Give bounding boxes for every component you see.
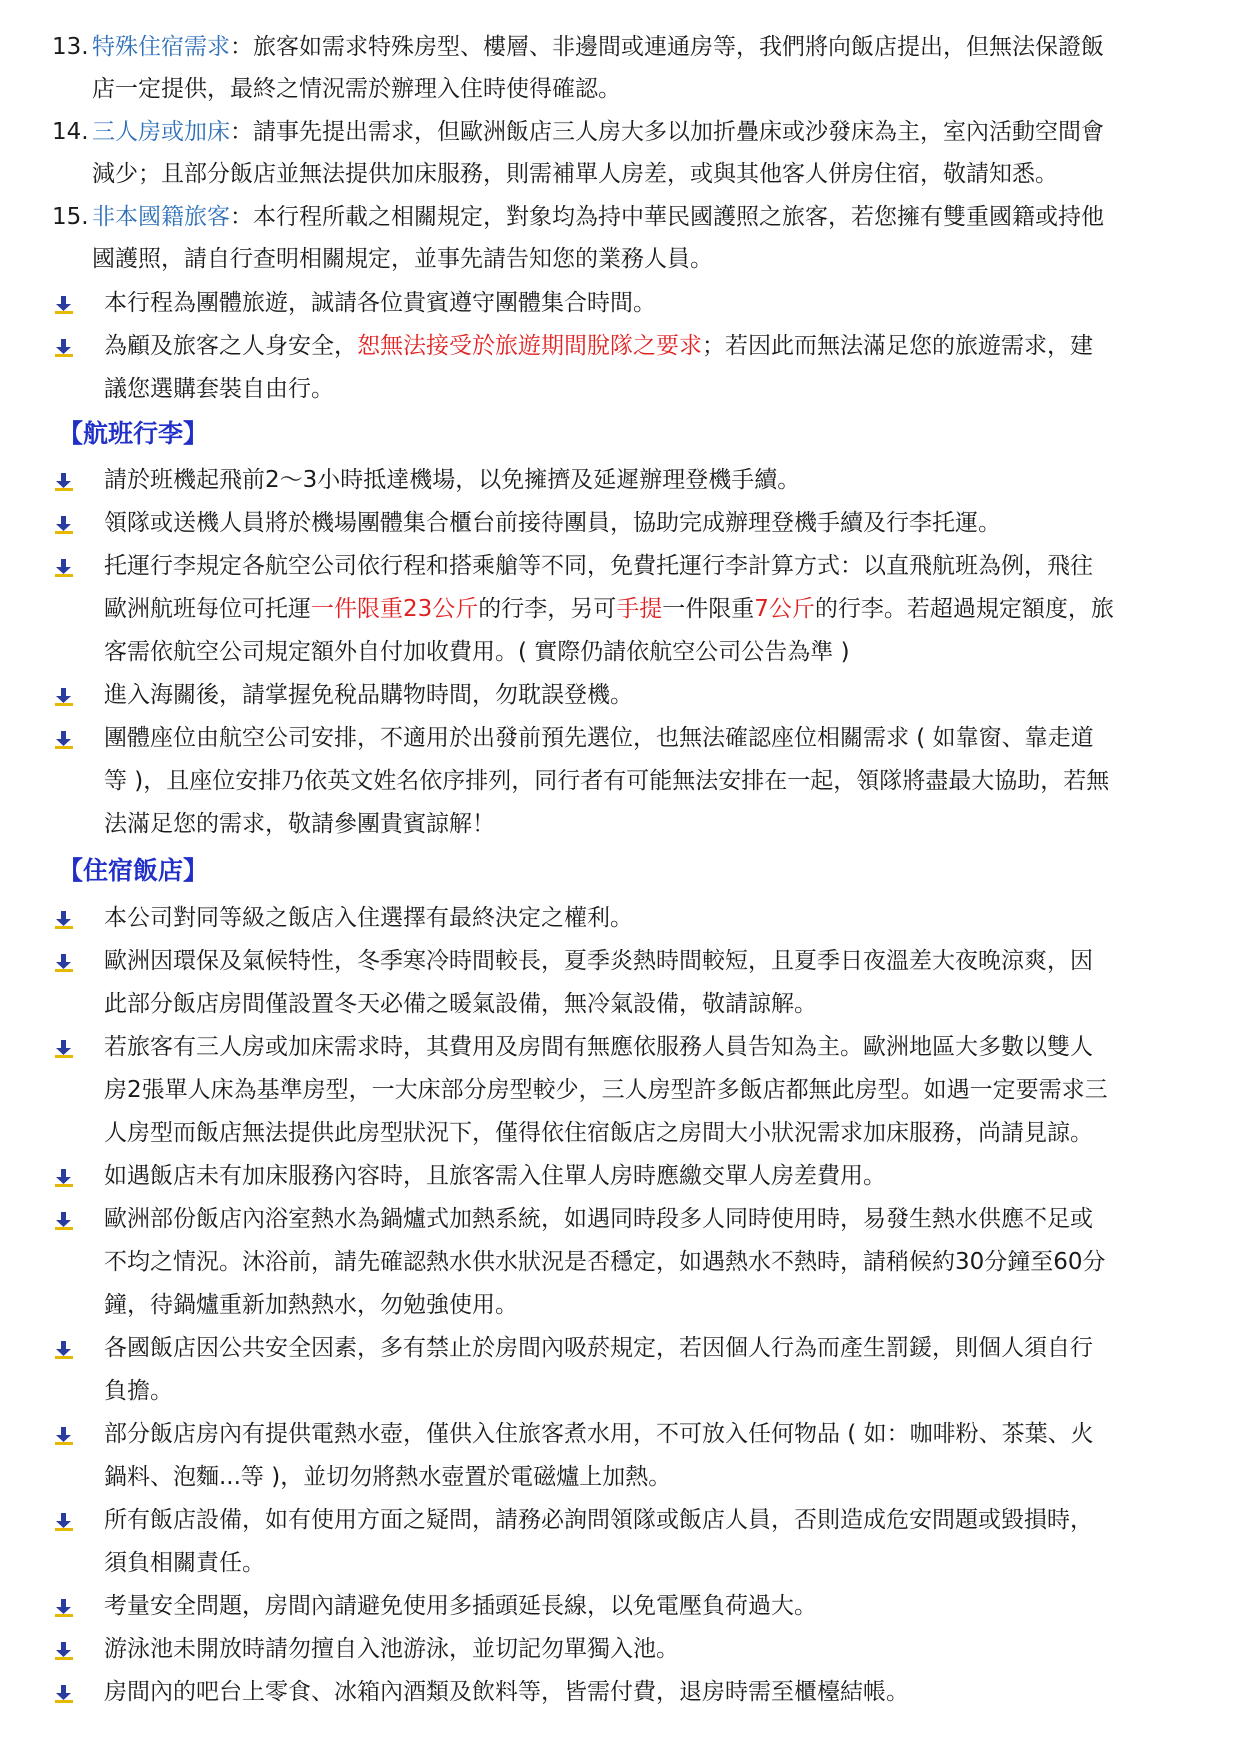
group-bullet-1: 本行程為團體旅遊，誠請各位貴賓遵守團體集合時間。 [104,290,656,316]
hotel-bullet-2-line2: 此部分飯店房間僅設置冬天必備之暖氣設備，無冷氣設備，敬請諒解。 [104,991,817,1017]
numbered-item-14-line2: 減少；且部分飯店並無法提供加床服務，則需補單人房差，或與其他客人併房住宿，敬請知悉。 [92,161,1058,187]
hotel-bullet-8-line1: 所有飯店設備，如有使用方面之疑問，請務必詢問領隊或飯店人員，否則造成危安問題或毀損時， [104,1507,1093,1533]
warning-text: 恕無法接受於旅遊期間脫隊之要求 [357,333,702,359]
flight-bullet-3-line3: 客需依航空公司規定額外自付加收費用。( 實際仍請依航空公司公告為準 ) [104,639,850,665]
hotel-bullet-10: 游泳池未開放時請勿擅自入池游泳，並切記勿單獨入池。 [104,1636,679,1662]
group-bullet-2-line2: 議您選購套裝自由行。 [104,376,334,402]
item-text: ：本行程所載之相關規定，對象均為持中華民國護照之旅客，若您擁有雙重國籍或持他 [230,204,1104,230]
flight-section-heading: 【航班行李】 [58,419,209,448]
numbered-item-15-line1 [92,202,1104,232]
numbered-item-13-line1 [92,32,1104,62]
hotel-bullet-5-line2: 不均之情況。沐浴前，請先確認熱水供水狀況是否穩定，如遇熱水不熱時，請稍候約30分鐘至60分 [104,1249,1106,1275]
flight-bullet-5-line3: 法滿足您的需求，敬請參團貴賓諒解！ [104,811,495,837]
hotel-bullet-3-line2: 房2張單人床為基準房型，一大床部分房型較少，三人房型許多飯店都無此房型。如遇一定要需求三 [104,1077,1108,1103]
arrow-down-bullet-icon [54,1211,74,1231]
arrow-down-bullet-icon [54,1168,74,1188]
flight-bullet-5-line2: 等 )，且座位安排乃依英文姓名依序排列，同行者有可能無法安排在一起，領隊將盡最大協助，若無 [104,768,1110,794]
item-number: 13. [52,34,89,60]
flight-bullet-5-line1: 團體座位由航空公司安排，不適用於出發前預先選位，也無法確認座位相關需求 ( 如靠窗、靠走道 [104,725,1094,751]
item-title: 三人房或加床 [92,119,230,145]
item-text: ：旅客如需求特殊房型、樓層、非邊間或連通房等，我們將向飯店提出，但無法保證飯 [230,34,1104,60]
flight-bullet-1: 請於班機起飛前2～3小時抵達機場，以免擁擠及延遲辦理登機手續。 [104,467,801,493]
arrow-down-bullet-icon [54,1039,74,1059]
arrow-down-bullet-icon [54,472,74,492]
warning-text: 手提 [616,596,663,622]
arrow-down-bullet-icon [54,1340,74,1360]
text-segment: 的行李。若超過規定額度，旅 [814,596,1114,622]
item-title: 非本國籍旅客 [92,204,230,230]
group-bullet-2-line1 [104,331,1093,361]
hotel-bullet-6-line2: 負擔。 [104,1378,173,1404]
flight-bullet-3-line2 [104,594,1114,624]
item-number: 15. [52,204,89,230]
hotel-bullet-4: 如遇飯店未有加床服務內容時，且旅客需入住單人房時應繳交單人房差費用。 [104,1163,886,1189]
arrow-down-bullet-icon [54,1684,74,1704]
text-segment: 一件限重 [662,596,755,622]
arrow-down-bullet-icon [54,910,74,930]
warning-text: 7公斤 [754,596,815,622]
numbered-item-15-line2: 國護照，請自行查明相關規定，並事先請告知您的業務人員。 [92,246,713,272]
arrow-down-bullet-icon [54,1426,74,1446]
arrow-down-bullet-icon [54,515,74,535]
hotel-bullet-8-line2: 須負相關責任。 [104,1550,265,1576]
item-number: 14. [52,119,89,145]
arrow-down-bullet-icon [54,1641,74,1661]
numbered-item-14-line1 [92,117,1104,147]
hotel-bullet-3-line3: 人房型而飯店無法提供此房型狀況下，僅得依住宿飯店之房間大小狀況需求加床服務，尚請見諒。 [104,1120,1093,1146]
hotel-bullet-9: 考量安全問題，房間內請避免使用多插頭延長線，以免電壓負荷過大。 [104,1593,817,1619]
hotel-bullet-1: 本公司對同等級之飯店入住選擇有最終決定之權利。 [104,905,633,931]
hotel-bullet-5-line3: 鐘，待鍋爐重新加熱熱水，勿勉強使用。 [104,1292,518,1318]
hotel-bullet-5-line1: 歐洲部份飯店內浴室熱水為鍋爐式加熱系統，如遇同時段多人同時使用時，易發生熱水供應不足或 [104,1206,1093,1232]
text-segment: ；若因此而無法滿足您的旅遊需求，建 [702,333,1093,359]
arrow-down-bullet-icon [54,1512,74,1532]
hotel-bullet-3-line1: 若旅客有三人房或加床需求時，其費用及房間有無應依服務人員告知為主。歐洲地區大多數以雙人 [104,1034,1093,1060]
arrow-down-bullet-icon [54,558,74,578]
item-title: 特殊住宿需求 [92,34,230,60]
arrow-down-bullet-icon [54,295,74,315]
text-segment: 歐洲航班每位可托運 [104,596,311,622]
flight-bullet-2: 領隊或送機人員將於機場團體集合櫃台前接待團員，協助完成辦理登機手續及行李托運。 [104,510,1001,536]
hotel-section-heading: 【住宿飯店】 [58,856,209,885]
flight-bullet-3-line1: 托運行李規定各航空公司依行程和搭乘艙等不同，免費托運行李計算方式：以直飛航班為例，飛往 [104,553,1093,579]
hotel-bullet-11: 房間內的吧台上零食、冰箱內酒類及飲料等，皆需付費，退房時需至櫃檯結帳。 [104,1679,909,1705]
warning-text: 一件限重23公斤 [311,596,479,622]
hotel-bullet-7-line1: 部分飯店房內有提供電熱水壺，僅供入住旅客煮水用，不可放入任何物品 ( 如：咖啡粉、茶葉、火 [104,1421,1094,1447]
flight-bullet-4: 進入海關後，請掌握免稅品購物時間，勿耽誤登機。 [104,682,633,708]
text-segment: 為顧及旅客之人身安全， [104,333,357,359]
arrow-down-bullet-icon [54,338,74,358]
arrow-down-bullet-icon [54,1598,74,1618]
item-text: ：請事先提出需求，但歐洲飯店三人房大多以加折疊床或沙發床為主，室內活動空間會 [230,119,1104,145]
text-segment: 的行李，另可 [478,596,617,622]
arrow-down-bullet-icon [54,953,74,973]
arrow-down-bullet-icon [54,687,74,707]
arrow-down-bullet-icon [54,730,74,750]
numbered-item-13-line2: 店一定提供，最終之情況需於辦理入住時使得確認。 [92,76,621,102]
hotel-bullet-7-line2: 鍋料、泡麵...等 )，並切勿將熱水壺置於電磁爐上加熱。 [104,1464,672,1490]
hotel-bullet-2-line1: 歐洲因環保及氣候特性，冬季寒冷時間較長，夏季炎熱時間較短，且夏季日夜溫差大夜晚涼爽，因 [104,948,1093,974]
hotel-bullet-6-line1: 各國飯店因公共安全因素，多有禁止於房間內吸菸規定，若因個人行為而產生罰鍰，則個人須自行 [104,1335,1093,1361]
